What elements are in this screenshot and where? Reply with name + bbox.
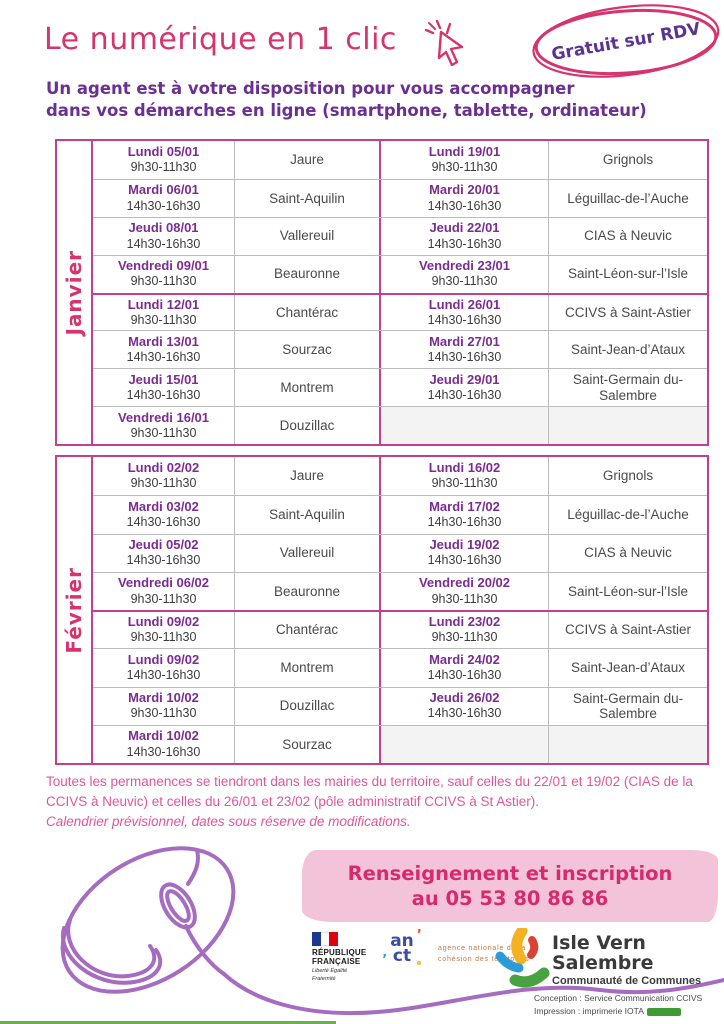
note-disclaimer: Calendrier prévisionnel, dates sous réserve de modifications.	[46, 814, 411, 829]
month-label: Janvier	[62, 249, 86, 336]
location-label: Sourzac	[282, 342, 332, 358]
location-cell	[549, 649, 707, 686]
subtitle	[46, 78, 666, 123]
location-cell	[235, 612, 381, 648]
time-label: 14h30-16h30	[126, 198, 201, 213]
table-row	[93, 572, 707, 610]
location-cell	[549, 180, 707, 217]
location-cell	[549, 535, 707, 572]
time-label: 14h30-16h30	[427, 553, 502, 568]
date-cell	[93, 535, 235, 572]
date-cell	[93, 407, 235, 444]
date-label: Jeudi 15/01	[128, 371, 199, 387]
date-label: Vendredi 20/02	[418, 575, 511, 591]
location-cell	[235, 256, 381, 293]
location-label: Saint-Germain du-Salembre	[572, 690, 684, 722]
location-label: Saint-Léon-sur-l’Isle	[567, 266, 689, 282]
date-cell	[93, 141, 235, 179]
location-label: Saint-Jean-d’Ataux	[570, 342, 686, 358]
location-cell	[235, 407, 381, 444]
location-cell	[235, 180, 381, 217]
date-label: Lundi 26/01	[428, 296, 501, 312]
location-label: Sourzac	[282, 736, 332, 752]
date-label: Mardi 20/01	[429, 182, 500, 198]
anct-dot-icon	[417, 961, 421, 965]
date-cell	[381, 535, 549, 572]
date-cell	[93, 649, 235, 686]
date-label: Jeudi 19/02	[429, 537, 500, 553]
time-label: 14h30-16h30	[126, 236, 201, 251]
credit-conception: Conception : Service Communication CCIVS	[534, 993, 703, 1003]
date-cell	[93, 612, 235, 648]
date-label: Mardi 10/02	[128, 728, 199, 744]
republique-francaise-logo	[312, 932, 370, 983]
location-cell	[235, 457, 381, 495]
location-cell	[235, 649, 381, 686]
ivs-titles	[552, 934, 722, 987]
date-cell	[93, 726, 235, 763]
date-cell	[93, 369, 235, 406]
location-label: Saint-Aquilin	[269, 190, 345, 206]
location-cell	[549, 407, 707, 444]
location-label: CIAS à Neuvic	[584, 545, 672, 561]
time-label: 14h30-16h30	[126, 668, 201, 683]
click-cursor-icon	[424, 20, 470, 73]
date-label: Mardi 03/02	[128, 498, 199, 514]
location-label: Grignols	[602, 152, 654, 168]
location-label: Beauronne	[273, 583, 341, 599]
date-cell	[381, 688, 549, 725]
location-cell	[549, 726, 707, 763]
subtitle-line1: Un agent est à votre disposition pour vous accompagner	[46, 79, 575, 98]
table-row	[93, 179, 707, 217]
location-cell	[549, 457, 707, 495]
date-cell	[93, 688, 235, 725]
date-label: Lundi 05/01	[127, 144, 200, 159]
time-label: 14h30-16h30	[126, 515, 201, 530]
location-label: Saint-Léon-sur-l’Isle	[567, 583, 689, 599]
location-cell	[235, 295, 381, 331]
date-cell	[381, 496, 549, 533]
rf-name: RÉPUBLIQUE FRANÇAISE	[312, 948, 367, 967]
date-cell	[381, 612, 549, 648]
location-cell	[549, 573, 707, 610]
date-label: Lundi 09/02	[127, 614, 200, 630]
date-cell	[93, 256, 235, 293]
location-label: Léguillac-de-l’Auche	[567, 190, 689, 206]
date-label: Vendredi 16/01	[117, 409, 210, 425]
time-label: 9h30-11h30	[431, 274, 498, 289]
date-label: Vendredi 23/01	[418, 258, 511, 274]
time-label: 14h30-16h30	[126, 553, 201, 568]
location-cell	[549, 369, 707, 406]
rf-motto: Liberté Égalité Fraternité	[312, 968, 348, 982]
schedule-table-janvier	[55, 139, 709, 446]
credits	[534, 992, 720, 1018]
month-column	[57, 457, 93, 763]
location-cell	[235, 141, 381, 179]
date-cell	[93, 457, 235, 495]
time-label: 9h30-11h30	[130, 312, 197, 327]
date-label: Mardi 17/02	[429, 498, 500, 514]
ivs-name: Isle Vern Salembre	[552, 932, 654, 974]
location-label: CIAS à Neuvic	[584, 228, 672, 244]
time-label: 9h30-11h30	[431, 476, 498, 491]
ivs-subtitle: Communauté de Communes	[552, 974, 702, 987]
table-row	[93, 330, 707, 368]
location-cell	[549, 331, 707, 368]
location-label: Jaure	[290, 468, 324, 484]
date-label: Jeudi 26/02	[429, 690, 500, 706]
table-row	[93, 495, 707, 533]
date-cell	[381, 407, 549, 444]
location-label: Vallereuil	[279, 228, 335, 244]
date-cell	[381, 331, 549, 368]
date-label: Mardi 27/01	[429, 333, 500, 349]
badge-gratuit-rdv	[528, 0, 724, 87]
time-label: 9h30-11h30	[130, 630, 197, 645]
date-cell	[381, 649, 549, 686]
table-row	[93, 255, 707, 293]
date-label: Jeudi 22/01	[429, 220, 500, 236]
location-label: Jaure	[290, 152, 324, 168]
time-label: 9h30-11h30	[431, 160, 498, 175]
location-cell	[549, 295, 707, 331]
date-label: Mardi 06/01	[128, 182, 199, 198]
location-cell	[549, 218, 707, 255]
time-label: 14h30-16h30	[427, 198, 502, 213]
date-cell	[93, 180, 235, 217]
table-row	[93, 534, 707, 572]
location-cell	[549, 141, 707, 179]
date-label: Lundi 19/01	[428, 144, 501, 159]
time-label: 9h30-11h30	[130, 476, 197, 491]
anct-logo	[374, 928, 430, 968]
date-label: Lundi 23/02	[428, 614, 501, 630]
anct-letters: ’ ’ an ct	[382, 928, 422, 968]
date-cell	[381, 141, 549, 179]
location-label: Vallereuil	[279, 545, 335, 561]
contact-box	[302, 850, 718, 922]
date-label: Vendredi 06/02	[117, 575, 210, 591]
location-cell	[235, 496, 381, 533]
time-label: 14h30-16h30	[126, 350, 201, 365]
note-main: Toutes les permanences se tiendront dans les mairies du territoire, sauf celles du 22/01 et 19/02 (CIAS de la CCIVS à Neuvic) et celles du 26/01 et 23/02 (pôle administratif CCIVS à St Astier).	[46, 774, 693, 810]
date-label: Jeudi 05/02	[128, 537, 199, 553]
table-row	[93, 648, 707, 686]
date-label: Mardi 24/02	[429, 651, 500, 667]
table-row	[93, 217, 707, 255]
location-label: Saint-Germain du-Salembre	[572, 372, 684, 403]
date-cell	[381, 726, 549, 763]
date-label: Mardi 13/01	[128, 333, 199, 349]
time-label: 9h30-11h30	[130, 591, 197, 606]
contact-line1: Renseignement et inscription	[347, 861, 673, 885]
date-cell	[381, 256, 549, 293]
location-label: Léguillac-de-l’Auche	[567, 507, 689, 523]
location-label: Douzillac	[279, 698, 335, 714]
date-label: Lundi 09/02	[127, 651, 200, 667]
date-label: Jeudi 08/01	[128, 220, 199, 236]
date-cell	[381, 180, 549, 217]
time-label: 14h30-16h30	[427, 312, 502, 327]
time-label: 14h30-16h30	[427, 515, 502, 530]
location-cell	[549, 688, 707, 725]
location-label: Douzillac	[279, 417, 335, 433]
date-label: Lundi 16/02	[428, 460, 501, 476]
date-cell	[381, 573, 549, 610]
location-label: Montrem	[280, 660, 334, 676]
time-label: 9h30-11h30	[130, 706, 197, 721]
table-row	[93, 141, 707, 179]
location-cell	[549, 612, 707, 648]
location-cell	[549, 496, 707, 533]
time-label: 9h30-11h30	[130, 160, 197, 175]
table-row	[93, 687, 707, 725]
time-label: 9h30-11h30	[431, 591, 498, 606]
table-row	[93, 368, 707, 406]
badge-label: Gratuit sur RDV	[550, 19, 702, 65]
location-cell	[235, 369, 381, 406]
date-cell	[381, 457, 549, 495]
time-label: 14h30-16h30	[427, 350, 502, 365]
time-label: 14h30-16h30	[427, 668, 502, 683]
location-cell	[235, 535, 381, 572]
date-cell	[93, 496, 235, 533]
anct-caption: agence nationale de la cohésion des territoires	[438, 945, 530, 963]
table-row	[93, 457, 707, 495]
location-label: Chantérac	[275, 304, 339, 320]
schedule-table-fevrier	[55, 455, 709, 765]
french-flag-icon	[312, 932, 338, 946]
location-label: Chantérac	[275, 622, 339, 638]
date-cell	[93, 331, 235, 368]
location-cell	[549, 256, 707, 293]
table-row	[93, 406, 707, 444]
month-column	[57, 141, 93, 444]
time-label: 9h30-11h30	[130, 425, 197, 440]
date-cell	[93, 295, 235, 331]
time-label: 14h30-16h30	[427, 706, 502, 721]
date-cell	[381, 369, 549, 406]
date-label: Vendredi 09/01	[117, 258, 210, 274]
location-cell	[235, 726, 381, 763]
time-label: 14h30-16h30	[126, 388, 201, 402]
table-rows	[93, 457, 707, 763]
page-title: Le numérique en 1 clic	[44, 22, 397, 57]
date-label: Lundi 02/02	[127, 460, 200, 476]
table-rows	[93, 141, 707, 444]
time-label: 14h30-16h30	[427, 236, 502, 251]
date-cell	[93, 573, 235, 610]
time-label: 14h30-16h30	[427, 388, 502, 402]
location-cell	[235, 218, 381, 255]
time-label: 9h30-11h30	[431, 630, 498, 645]
location-label: Saint-Jean-d’Ataux	[570, 660, 686, 676]
table-row	[93, 293, 707, 331]
anct-quote-icon: ’	[382, 952, 388, 968]
time-label: 14h30-16h30	[126, 744, 201, 759]
date-cell	[93, 218, 235, 255]
location-label: CCIVS à Saint-Astier	[564, 304, 692, 320]
date-label: Jeudi 29/01	[429, 371, 500, 387]
location-cell	[235, 573, 381, 610]
credit-impression: Impression : imprimerie IOTA	[534, 1006, 644, 1017]
time-label: 9h30-11h30	[130, 274, 197, 289]
date-cell	[381, 295, 549, 331]
location-label: Saint-Aquilin	[269, 507, 345, 523]
month-label: Février	[62, 566, 86, 654]
date-cell	[381, 218, 549, 255]
date-label: Mardi 10/02	[128, 690, 199, 706]
anct-quote-icon: ’	[416, 928, 422, 943]
date-label: Lundi 12/01	[127, 296, 200, 312]
subtitle-line2: dans vos démarches en ligne (smartphone, tablette, ordinateur)	[46, 101, 647, 121]
isle-vern-salembre-logo-icon	[492, 928, 550, 990]
location-label: Beauronne	[273, 266, 341, 282]
location-label: Montrem	[280, 379, 334, 395]
location-cell	[235, 688, 381, 725]
location-label: CCIVS à Saint-Astier	[564, 622, 692, 638]
table-row	[93, 725, 707, 763]
imprim-vert-logo	[647, 1008, 681, 1016]
contact-phone: au 05 53 80 86 86	[411, 887, 609, 910]
table-row	[93, 610, 707, 648]
location-label: Grignols	[602, 468, 654, 484]
location-cell	[235, 331, 381, 368]
